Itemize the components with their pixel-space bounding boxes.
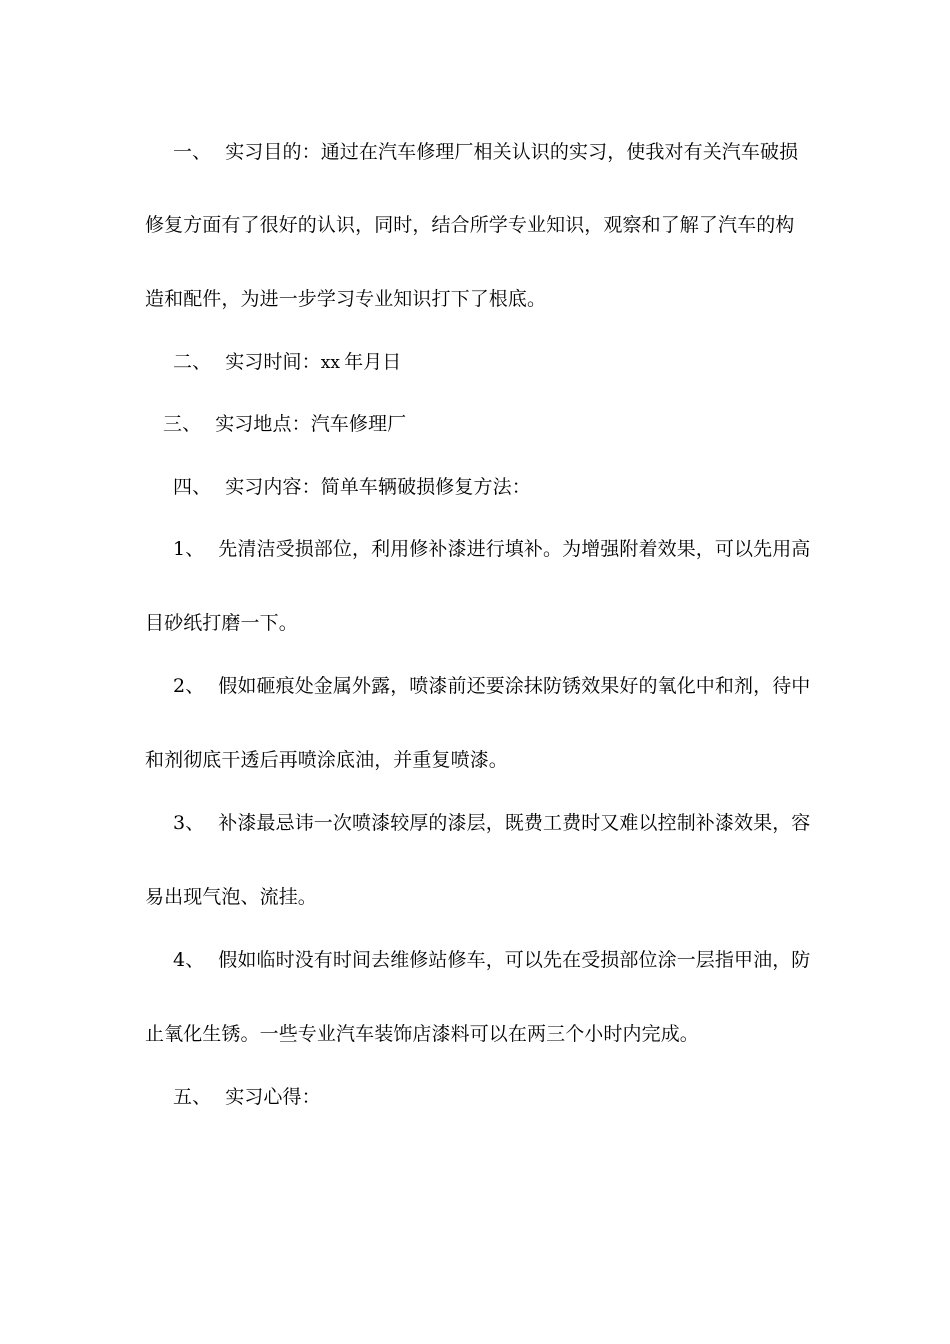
section-2-marker: 二、 [173,351,212,373]
item-2-line-1 [173,674,810,698]
section-4-line [173,475,531,499]
item-4-line-2: 止氧化生锈。一些专业汽车装饰店漆料可以在两三个小时内完成。 [145,1023,699,1045]
section-1-marker: 一、 [173,141,212,163]
section-2-line [173,350,401,375]
section-2-year-placeholder: xx [320,353,341,373]
item-1-text-1: 先清洁受损部位，利用修补漆进行填补。为增强附着效果，可以先用高 [218,538,811,560]
section-1-line-2: 修复方面有了很好的认识，同时，结合所学专业知识，观察和了解了汽车的构 [145,214,795,236]
section-1-line-3: 造和配件，为进一步学习专业知识打下了根底。 [145,288,547,310]
section-2-label: 实习时间： [225,351,321,373]
item-1-marker: 1、 [173,538,205,560]
section-3-marker: 三、 [163,413,202,435]
section-2-date-suffix: 年月日 [344,351,402,373]
item-3-line-1 [173,811,810,835]
section-5-text: 实习心得： [225,1086,321,1108]
section-5-line [173,1085,321,1109]
item-3-marker: 3、 [173,812,205,834]
section-5-marker: 五、 [173,1086,212,1108]
item-3-text-1: 补漆最忌讳一次喷漆较厚的漆层，既费工费时又难以控制补漆效果，容 [218,812,811,834]
item-2-text-1: 假如砸痕处金属外露，喷漆前还要涂抹防锈效果好的氧化中和剂，待中 [218,675,811,697]
section-3-line [163,412,406,436]
section-1-text-1: 实习目的：通过在汽车修理厂相关认识的实习，使我对有关汽车破损 [225,141,799,163]
section-4-marker: 四、 [173,476,212,498]
section-4-text: 实习内容：简单车辆破损修复方法： [225,476,531,498]
item-2-line-2: 和剂彻底干透后再喷涂底油，并重复喷漆。 [145,749,508,771]
item-4-marker: 4、 [173,949,205,971]
item-2-marker: 2、 [173,675,205,697]
section-1-line-1 [173,140,798,164]
item-3-line-2: 易出现气泡、流挂。 [145,886,317,908]
section-3-text: 实习地点：汽车修理厂 [215,413,407,435]
item-1-line-1 [173,537,810,561]
item-4-line-1 [173,948,810,972]
item-4-text-1: 假如临时没有时间去维修站修车，可以先在受损部位涂一层指甲油，防 [218,949,811,971]
item-1-line-2: 目砂纸打磨一下。 [145,612,298,634]
